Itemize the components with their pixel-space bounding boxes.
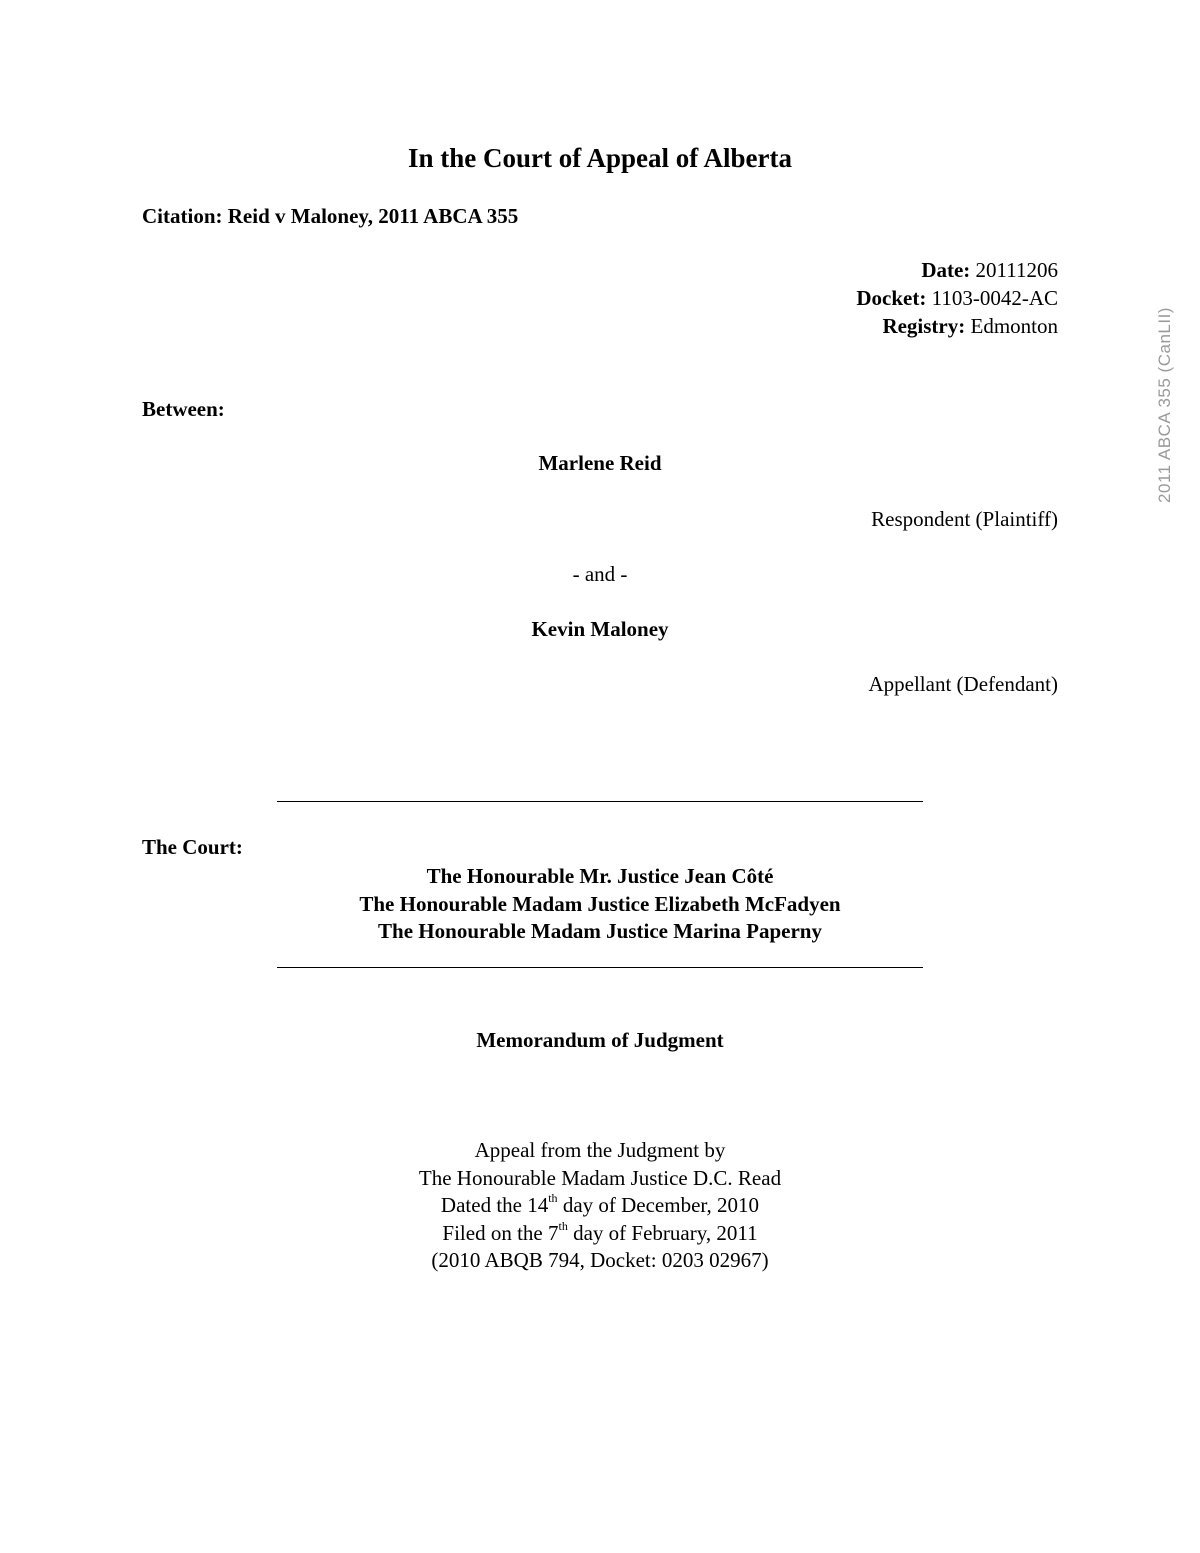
- court-title: In the Court of Appeal of Alberta: [408, 143, 792, 173]
- appeal-dated-line: [0, 1192, 1200, 1220]
- registry-label: Registry:: [882, 314, 966, 338]
- judge-3: The Honourable Madam Justice Marina Paperny: [378, 919, 822, 943]
- filed-prefix: Filed on the 7: [442, 1220, 559, 1245]
- dated-ordinal: th: [548, 1191, 558, 1205]
- docket-label: Docket:: [856, 286, 927, 310]
- date-line: [921, 258, 1058, 283]
- judge-1: The Honourable Mr. Justice Jean Côté: [426, 864, 774, 888]
- party1-role: Respondent (Plaintiff): [871, 507, 1058, 531]
- party2-name: Kevin Maloney: [531, 617, 669, 641]
- filed-suffix: day of February, 2011: [567, 1220, 758, 1245]
- judge-2: The Honourable Madam Justice Elizabeth McFadyen: [359, 891, 841, 916]
- court-label: The Court:: [142, 835, 243, 859]
- between-label: Between:: [142, 397, 225, 421]
- appeal-filed-line: [0, 1220, 1200, 1248]
- document-type: Memorandum of Judgment: [476, 1028, 724, 1052]
- appeal-details: [0, 1137, 1200, 1275]
- divider-top: [277, 801, 923, 802]
- party2-role: Appellant (Defendant): [868, 672, 1058, 696]
- dated-prefix: Dated the 14: [440, 1193, 549, 1217]
- date-value: 20111206: [975, 258, 1058, 282]
- filed-ordinal: th: [558, 1218, 568, 1233]
- dated-suffix: day of December, 2010: [557, 1193, 760, 1217]
- divider-bottom: [277, 967, 923, 968]
- registry-line: [882, 314, 1058, 339]
- appeal-line-1: Appeal from the Judgment by: [474, 1138, 726, 1162]
- docket-line: [856, 286, 1058, 311]
- and-separator: - and -: [572, 562, 628, 586]
- judges-panel: [0, 863, 1200, 946]
- citation: Citation: Reid v Maloney, 2011 ABCA 355: [142, 204, 519, 228]
- date-label: Date:: [921, 258, 971, 282]
- appeal-line-5: (2010 ABQB 794, Docket: 0203 02967): [431, 1248, 769, 1272]
- canlii-watermark: 2011 ABCA 355 (CanLII): [1155, 307, 1174, 503]
- party1-name: Marlene Reid: [538, 451, 662, 475]
- appeal-line-2: The Honourable Madam Justice D.C. Read: [418, 1165, 782, 1190]
- registry-value: Edmonton: [970, 314, 1058, 338]
- docket-value: 1103-0042-AC: [931, 286, 1058, 310]
